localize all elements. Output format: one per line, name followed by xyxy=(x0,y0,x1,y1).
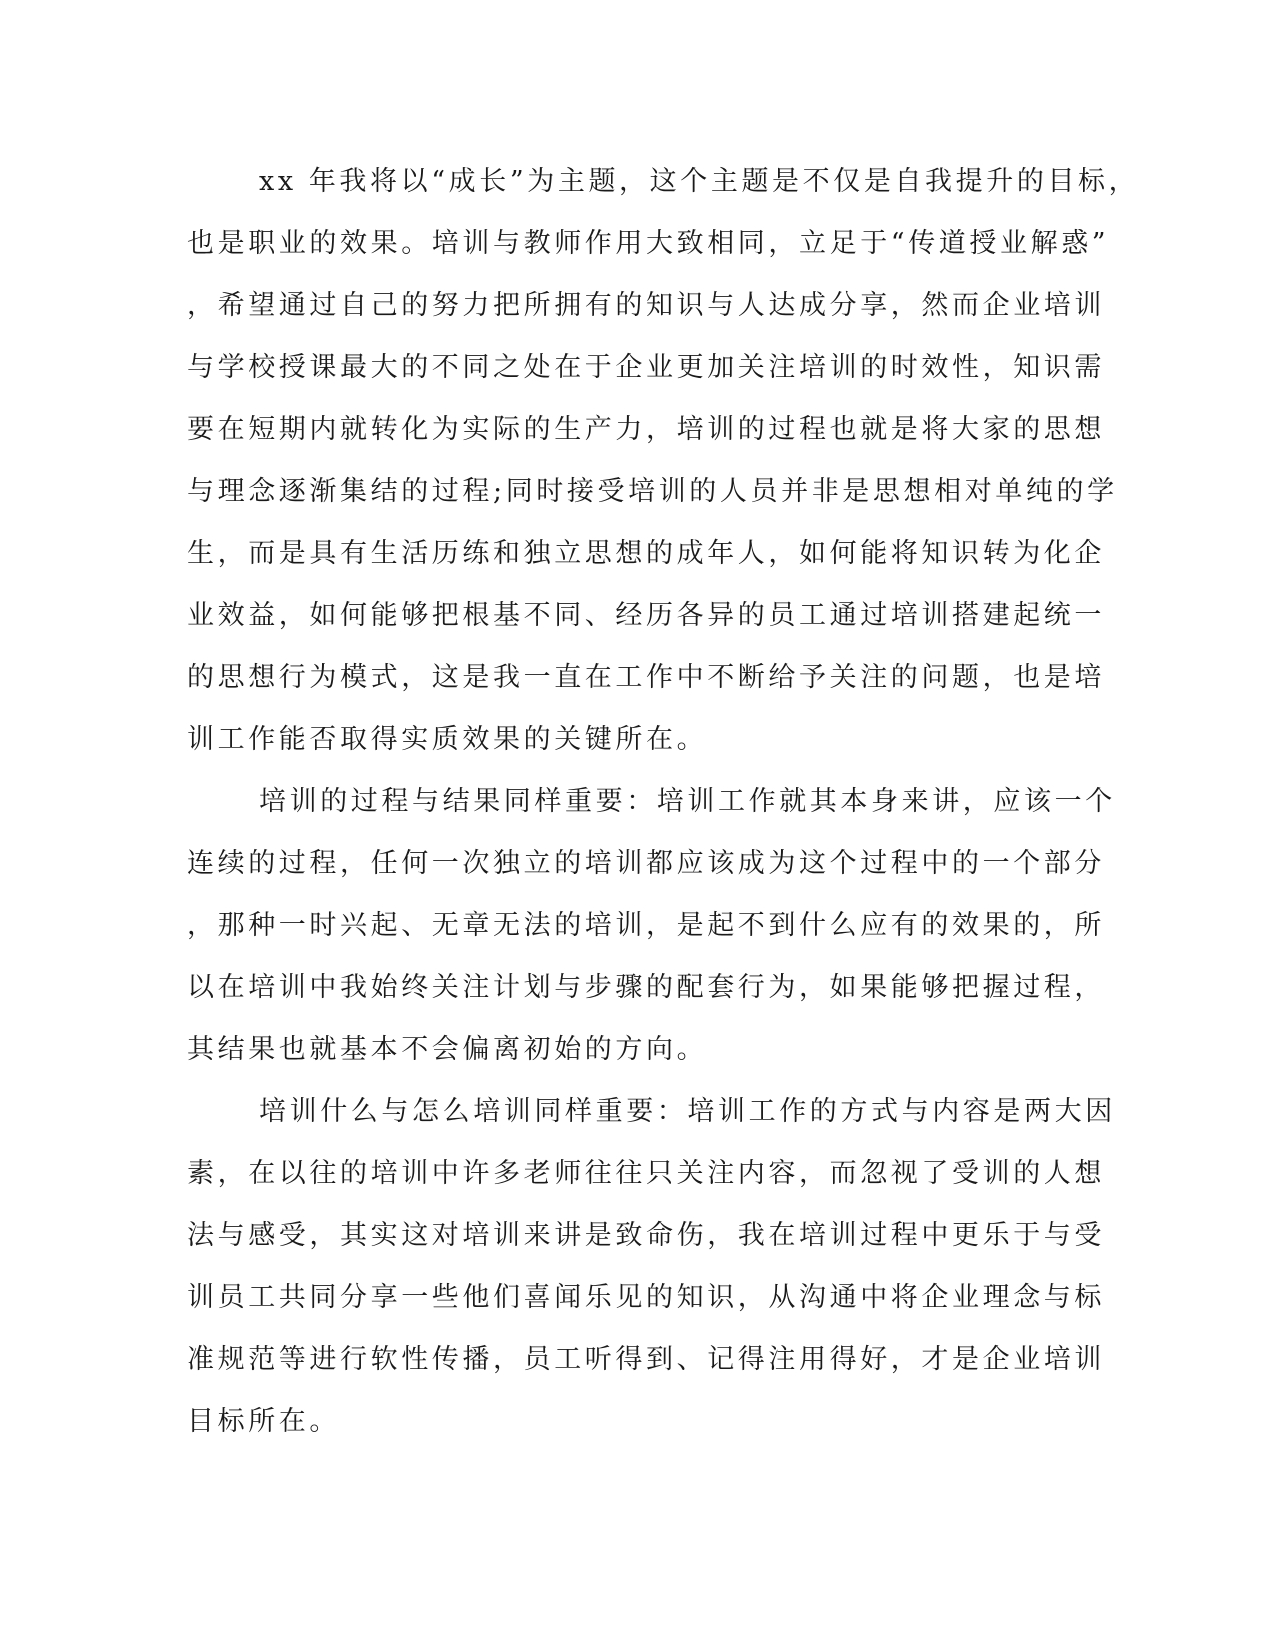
text-line: 法与感受，其实这对培训来讲是致命伤，我在培训过程中更乐于与受 xyxy=(187,1220,1105,1251)
text-line: xx 年我将以“成长”为主题，这个主题是不仅是自我提升的目标， xyxy=(259,166,1140,197)
text-line: 与学校授课最大的不同之处在于企业更加关注培训的时效性，知识需 xyxy=(187,352,1105,383)
paragraph-1 xyxy=(187,163,1140,783)
text-line: ，那种一时兴起、无章无法的培训，是起不到什么应有的效果的，所 xyxy=(187,910,1105,941)
text-line: 目标所在。 xyxy=(187,1406,340,1437)
text-line: 业效益，如何能够把根基不同、经历各异的员工通过培训搭建起统一 xyxy=(187,600,1105,631)
paragraph-2 xyxy=(187,783,1116,1093)
text-line: 训员工共同分享一些他们喜闻乐见的知识，从沟通中将企业理念与标 xyxy=(187,1282,1105,1313)
text-line: 的思想行为模式，这是我一直在工作中不断给予关注的问题，也是培 xyxy=(187,662,1105,693)
document-body xyxy=(187,163,1140,1465)
text-line: 要在短期内就转化为实际的生产力，培训的过程也就是将大家的思想 xyxy=(187,414,1105,445)
text-line: 与理念逐渐集结的过程;同时接受培训的人员并非是思想相对单纯的学 xyxy=(187,476,1118,507)
text-line: 也是职业的效果。培训与教师作用大致相同，立足于“传道授业解惑” xyxy=(187,228,1110,259)
text-line: 训工作能否取得实质效果的关键所在。 xyxy=(187,724,708,755)
text-line: 生，而是具有生活历练和独立思想的成年人，如何能将知识转为化企 xyxy=(187,538,1105,569)
text-line: 培训什么与怎么培训同样重要：培训工作的方式与内容是两大因 xyxy=(259,1096,1116,1127)
text-line: 连续的过程，任何一次独立的培训都应该成为这个过程中的一个部分 xyxy=(187,848,1105,879)
text-line: ，希望通过自己的努力把所拥有的知识与人达成分享，然而企业培训 xyxy=(187,290,1105,321)
text-line: 准规范等进行软性传播，员工听得到、记得注用得好，才是企业培训 xyxy=(187,1344,1105,1375)
text-line: 培训的过程与结果同样重要：培训工作就其本身来讲，应该一个 xyxy=(259,786,1116,817)
text-line: 以在培训中我始终关注计划与步骤的配套行为，如果能够把握过程， xyxy=(187,972,1105,1003)
text-line: 其结果也就基本不会偏离初始的方向。 xyxy=(187,1034,708,1065)
text-line: 素，在以往的培训中许多老师往往只关注内容，而忽视了受训的人想 xyxy=(187,1158,1105,1189)
paragraph-3 xyxy=(187,1093,1116,1465)
